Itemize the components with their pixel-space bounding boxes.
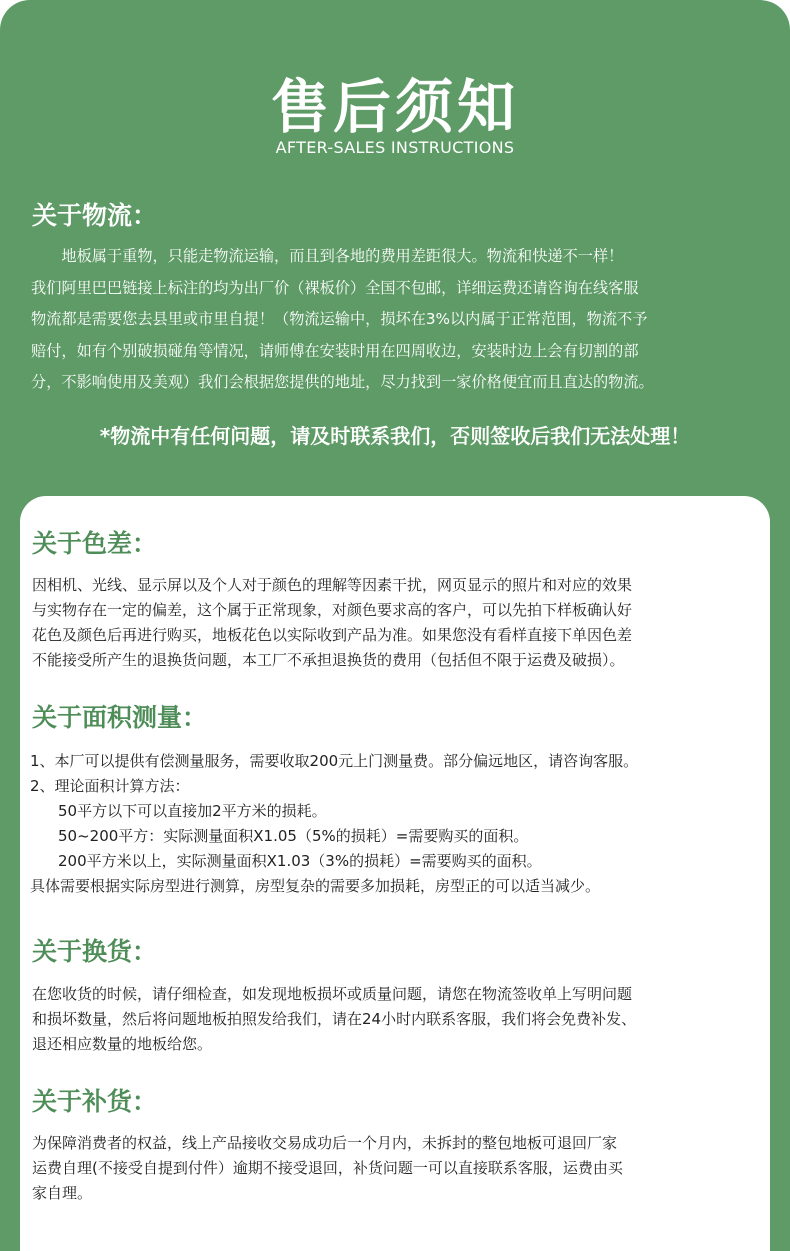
exchange-line: 退还相应数量的地板给您。 <box>32 1035 213 1053</box>
color-title: 关于色差： <box>32 529 158 558</box>
exchange-body <box>32 982 760 1057</box>
restock-body <box>32 1131 760 1206</box>
exchange-line: 在您收货的时候，请仔细检查，如发现地板损坏或质量问题，请您在物流签收单上写明问题 <box>32 985 633 1003</box>
restock-line: 为保障消费者的权益，线上产品接收交易成功后一个月内，未拆封的整包地板可退回厂家 <box>32 1134 618 1152</box>
logistics-line: 赔付，如有个别破损碰角等情况，请师傅在安装时用在四周收边，安装时边上会有切割的部 <box>31 341 639 360</box>
color-line: 因相机、光线、显示屏以及个人对于颜色的理解等因素干扰，网页显示的照片和对应的效果 <box>32 576 633 594</box>
color-line: 花色及颜色后再进行购买，地板花色以实际收到产品为准。如果您没有看样直接下单因色差 <box>32 626 633 644</box>
area-body <box>30 749 768 899</box>
logistics-line: 物流都是需要您去县里或市里自提！（物流运输中，损坏在3%以内属于正常范围，物流不予 <box>31 310 648 328</box>
color-line: 不能接受所产生的退换货问题，本工厂不承担退换货的费用（包括但不限于运费及破损）。 <box>32 651 625 669</box>
logistics-line: 地板属于重物，只能走物流运输，而且到各地的费用差距很大。物流和快递不一样！ <box>61 247 624 265</box>
info-card <box>20 496 770 1251</box>
color-line: 与实物存在一定的偏差，这个属于正常现象，对颜色要求高的客户，可以先拍下样板确认好 <box>32 601 633 619</box>
area-line: 50~200平方：实际测量面积X1.05（5%的损耗）=需要购买的面积。 <box>58 827 529 845</box>
logistics-line: 我们阿里巴巴链接上标注的均为出厂价（裸板价）全国不包邮，详细运费还请咨询在线客服 <box>31 278 639 297</box>
area-line: 200平方米以上，实际测量面积X1.03（3%的损耗）=需要购买的面积。 <box>58 852 542 870</box>
logistics-body <box>31 241 761 399</box>
logistics-notice: *物流中有任何问题，请及时联系我们，否则签收后我们无法处理！ <box>99 424 691 448</box>
exchange-line: 和损坏数量，然后将问题地板拍照发给我们，请在24小时内联系客服，我们将会免费补发、 <box>32 1010 637 1028</box>
logistics-line: 分，不影响使用及美观）我们会根据您提供的地址，尽力找到一家价格便宜而且直达的物流。 <box>31 373 654 391</box>
restock-line: 运费自理(不接受自提到付件）逾期不接受退回，补货问题一可以直接联系客服，运费由买 <box>32 1159 623 1177</box>
restock-title: 关于补货： <box>32 1087 158 1116</box>
page-subtitle: AFTER-SALES INSTRUCTIONS <box>275 138 515 157</box>
area-title: 关于面积测量： <box>32 703 208 732</box>
area-line: 1、本厂可以提供有偿测量服务，需要收取200元上门测量费。部分偏远地区，请咨询客服。 <box>30 752 639 770</box>
area-line: 2、理论面积计算方法： <box>30 777 190 795</box>
logistics-title: 关于物流： <box>32 201 158 230</box>
page-title: 售后须知 <box>270 73 519 141</box>
area-line: 具体需要根据实际房型进行测算，房型复杂的需要多加损耗，房型正的可以适当减少。 <box>30 877 601 895</box>
area-line: 50平方以下可以直接加2平方米的损耗。 <box>58 802 327 820</box>
exchange-title: 关于换货： <box>32 937 158 966</box>
color-body <box>32 573 760 673</box>
restock-line: 家自理。 <box>32 1184 93 1202</box>
